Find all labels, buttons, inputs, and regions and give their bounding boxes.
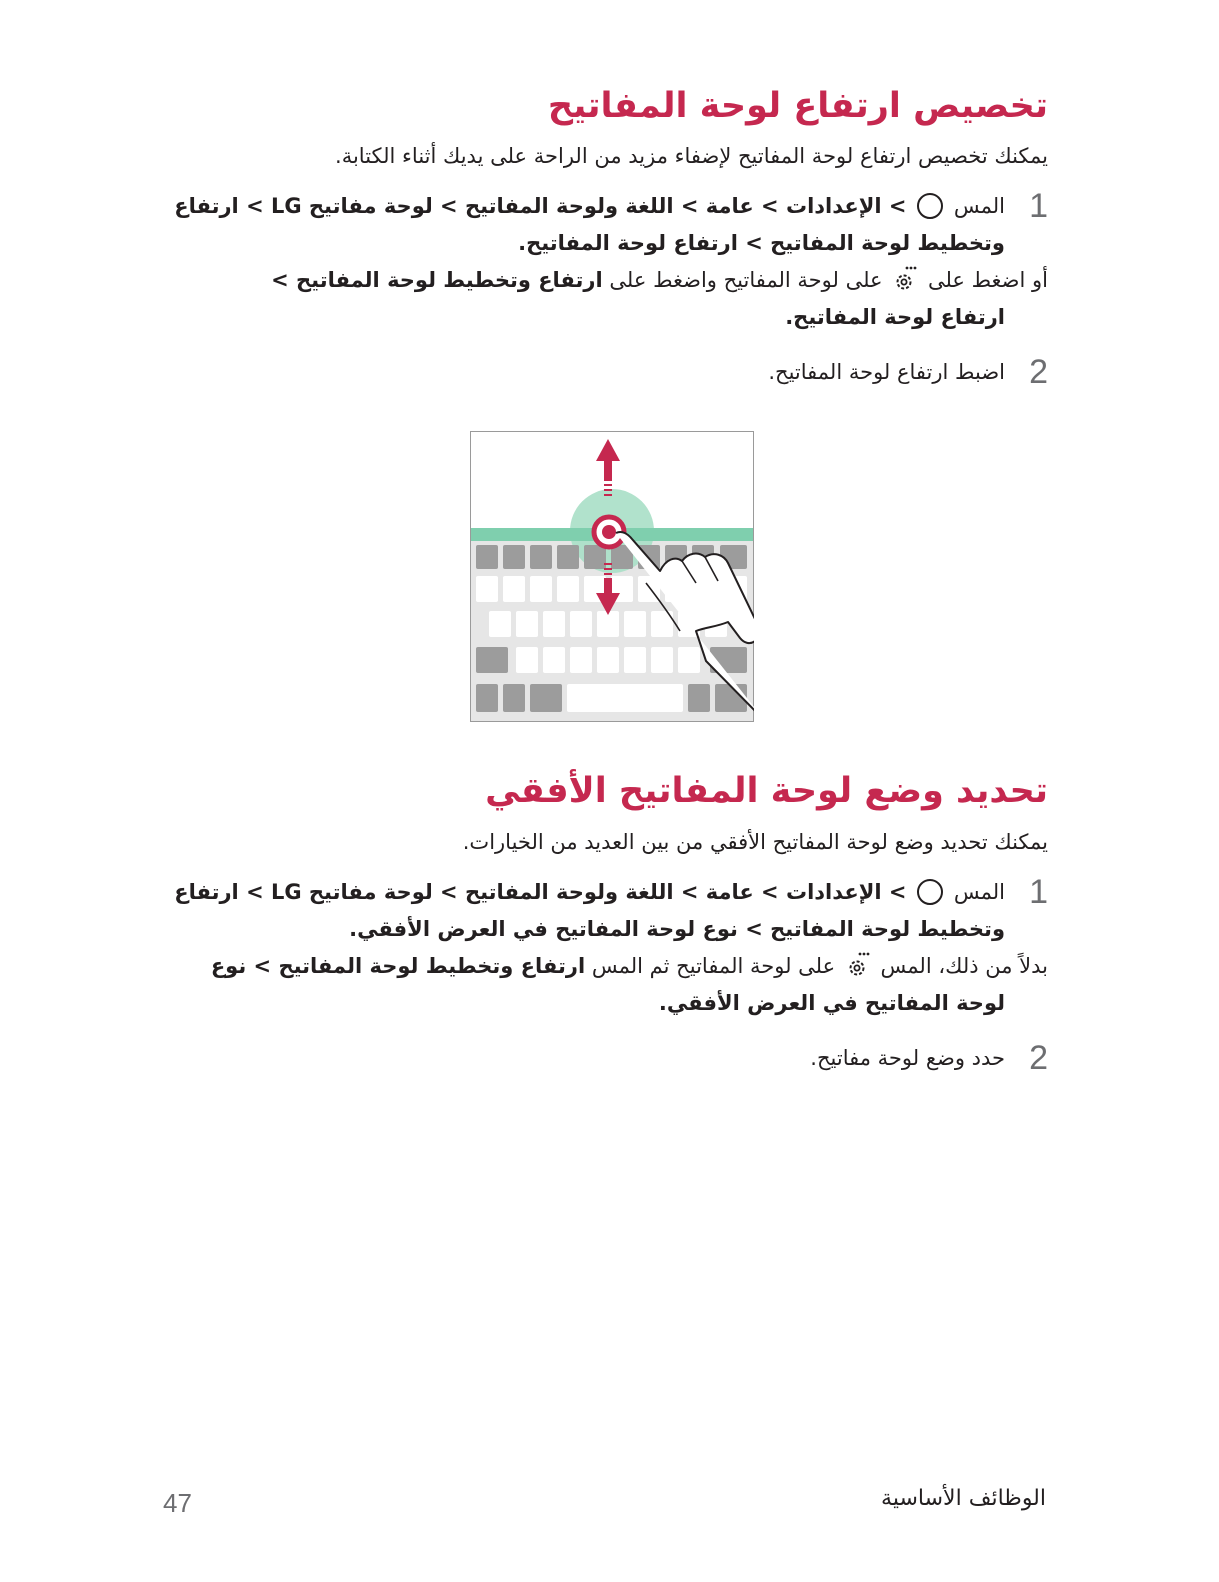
- alt-bold-path: ارتفاع وتخطيط لوحة المفاتيح >: [271, 268, 603, 292]
- step-1-landscape-keyboard: [160, 874, 1048, 1022]
- alt-prefix: بدلاً من ذلك، المس: [880, 954, 1048, 978]
- alt-line-2: [160, 299, 1005, 336]
- section-heading-keyboard-height: تخصيص ارتفاع لوحة المفاتيح: [547, 86, 1048, 126]
- home-circle-icon: [917, 879, 943, 905]
- home-circle-icon: [917, 193, 943, 219]
- step-text: حدد وضع لوحة مفاتيح.: [810, 1046, 1005, 1070]
- settings-path-line-2: وتخطيط لوحة المفاتيح > نوع لوحة المفاتيح في العرض الأفقي.: [349, 917, 1005, 941]
- step-number: 1: [1029, 873, 1048, 911]
- alt-bold-end: لوحة المفاتيح في العرض الأفقي.: [658, 991, 1005, 1015]
- step-line-1: [160, 188, 1005, 225]
- step-line-2: [160, 225, 1005, 262]
- settings-gear-icon: [846, 951, 870, 979]
- step-2-keyboard-height: [160, 354, 1048, 391]
- settings-path-line-1: > الإعدادات > عامة > اللغة ولوحة المفاتيح > لوحة مفاتيح LG > ارتفاع: [174, 194, 907, 218]
- keyboard-height-illustration: [470, 431, 754, 722]
- settings-path-line-1: > الإعدادات > عامة > اللغة ولوحة المفاتيح > لوحة مفاتيح LG > ارتفاع: [174, 880, 907, 904]
- chapter-title: الوظائف الأساسية: [881, 1486, 1046, 1511]
- section-intro-keyboard-height: يمكنك تخصيص ارتفاع لوحة المفاتيح لإضفاء مزيد من الراحة على يديك أثناء الكتابة.: [335, 144, 1048, 168]
- alt-mid: على لوحة المفاتيح ثم المس: [591, 954, 836, 978]
- alt-bold-path: ارتفاع وتخطيط لوحة المفاتيح > نوع: [210, 954, 586, 978]
- alt-line-1: [160, 948, 1048, 985]
- touch-label: المس: [953, 880, 1005, 904]
- step-number: 2: [1029, 353, 1048, 391]
- step-line-1: [160, 874, 1005, 911]
- step-line-2: [160, 911, 1005, 948]
- step-2-landscape-keyboard: [160, 1040, 1048, 1077]
- alt-line-2: [160, 985, 1005, 1022]
- page-number: 47: [163, 1488, 192, 1518]
- step-number: 2: [1029, 1039, 1048, 1077]
- alt-line-1: [160, 262, 1048, 299]
- step-1-keyboard-height: [160, 188, 1048, 336]
- step-text: اضبط ارتفاع لوحة المفاتيح.: [768, 360, 1005, 384]
- alt-mid: على لوحة المفاتيح واضغط على: [609, 268, 883, 292]
- touch-label: المس: [953, 194, 1005, 218]
- section-heading-landscape-keyboard: تحديد وضع لوحة المفاتيح الأفقي: [485, 771, 1048, 811]
- settings-path-line-2: وتخطيط لوحة المفاتيح > ارتفاع لوحة المفاتيح.: [518, 231, 1005, 255]
- step-number: 1: [1029, 187, 1048, 225]
- section-intro-landscape-keyboard: يمكنك تحديد وضع لوحة المفاتيح الأفقي من بين العديد من الخيارات.: [462, 830, 1048, 854]
- settings-gear-icon: [893, 265, 917, 293]
- alt-prefix: أو اضغط على: [927, 268, 1048, 292]
- alt-bold-end: ارتفاع لوحة المفاتيح.: [785, 305, 1005, 329]
